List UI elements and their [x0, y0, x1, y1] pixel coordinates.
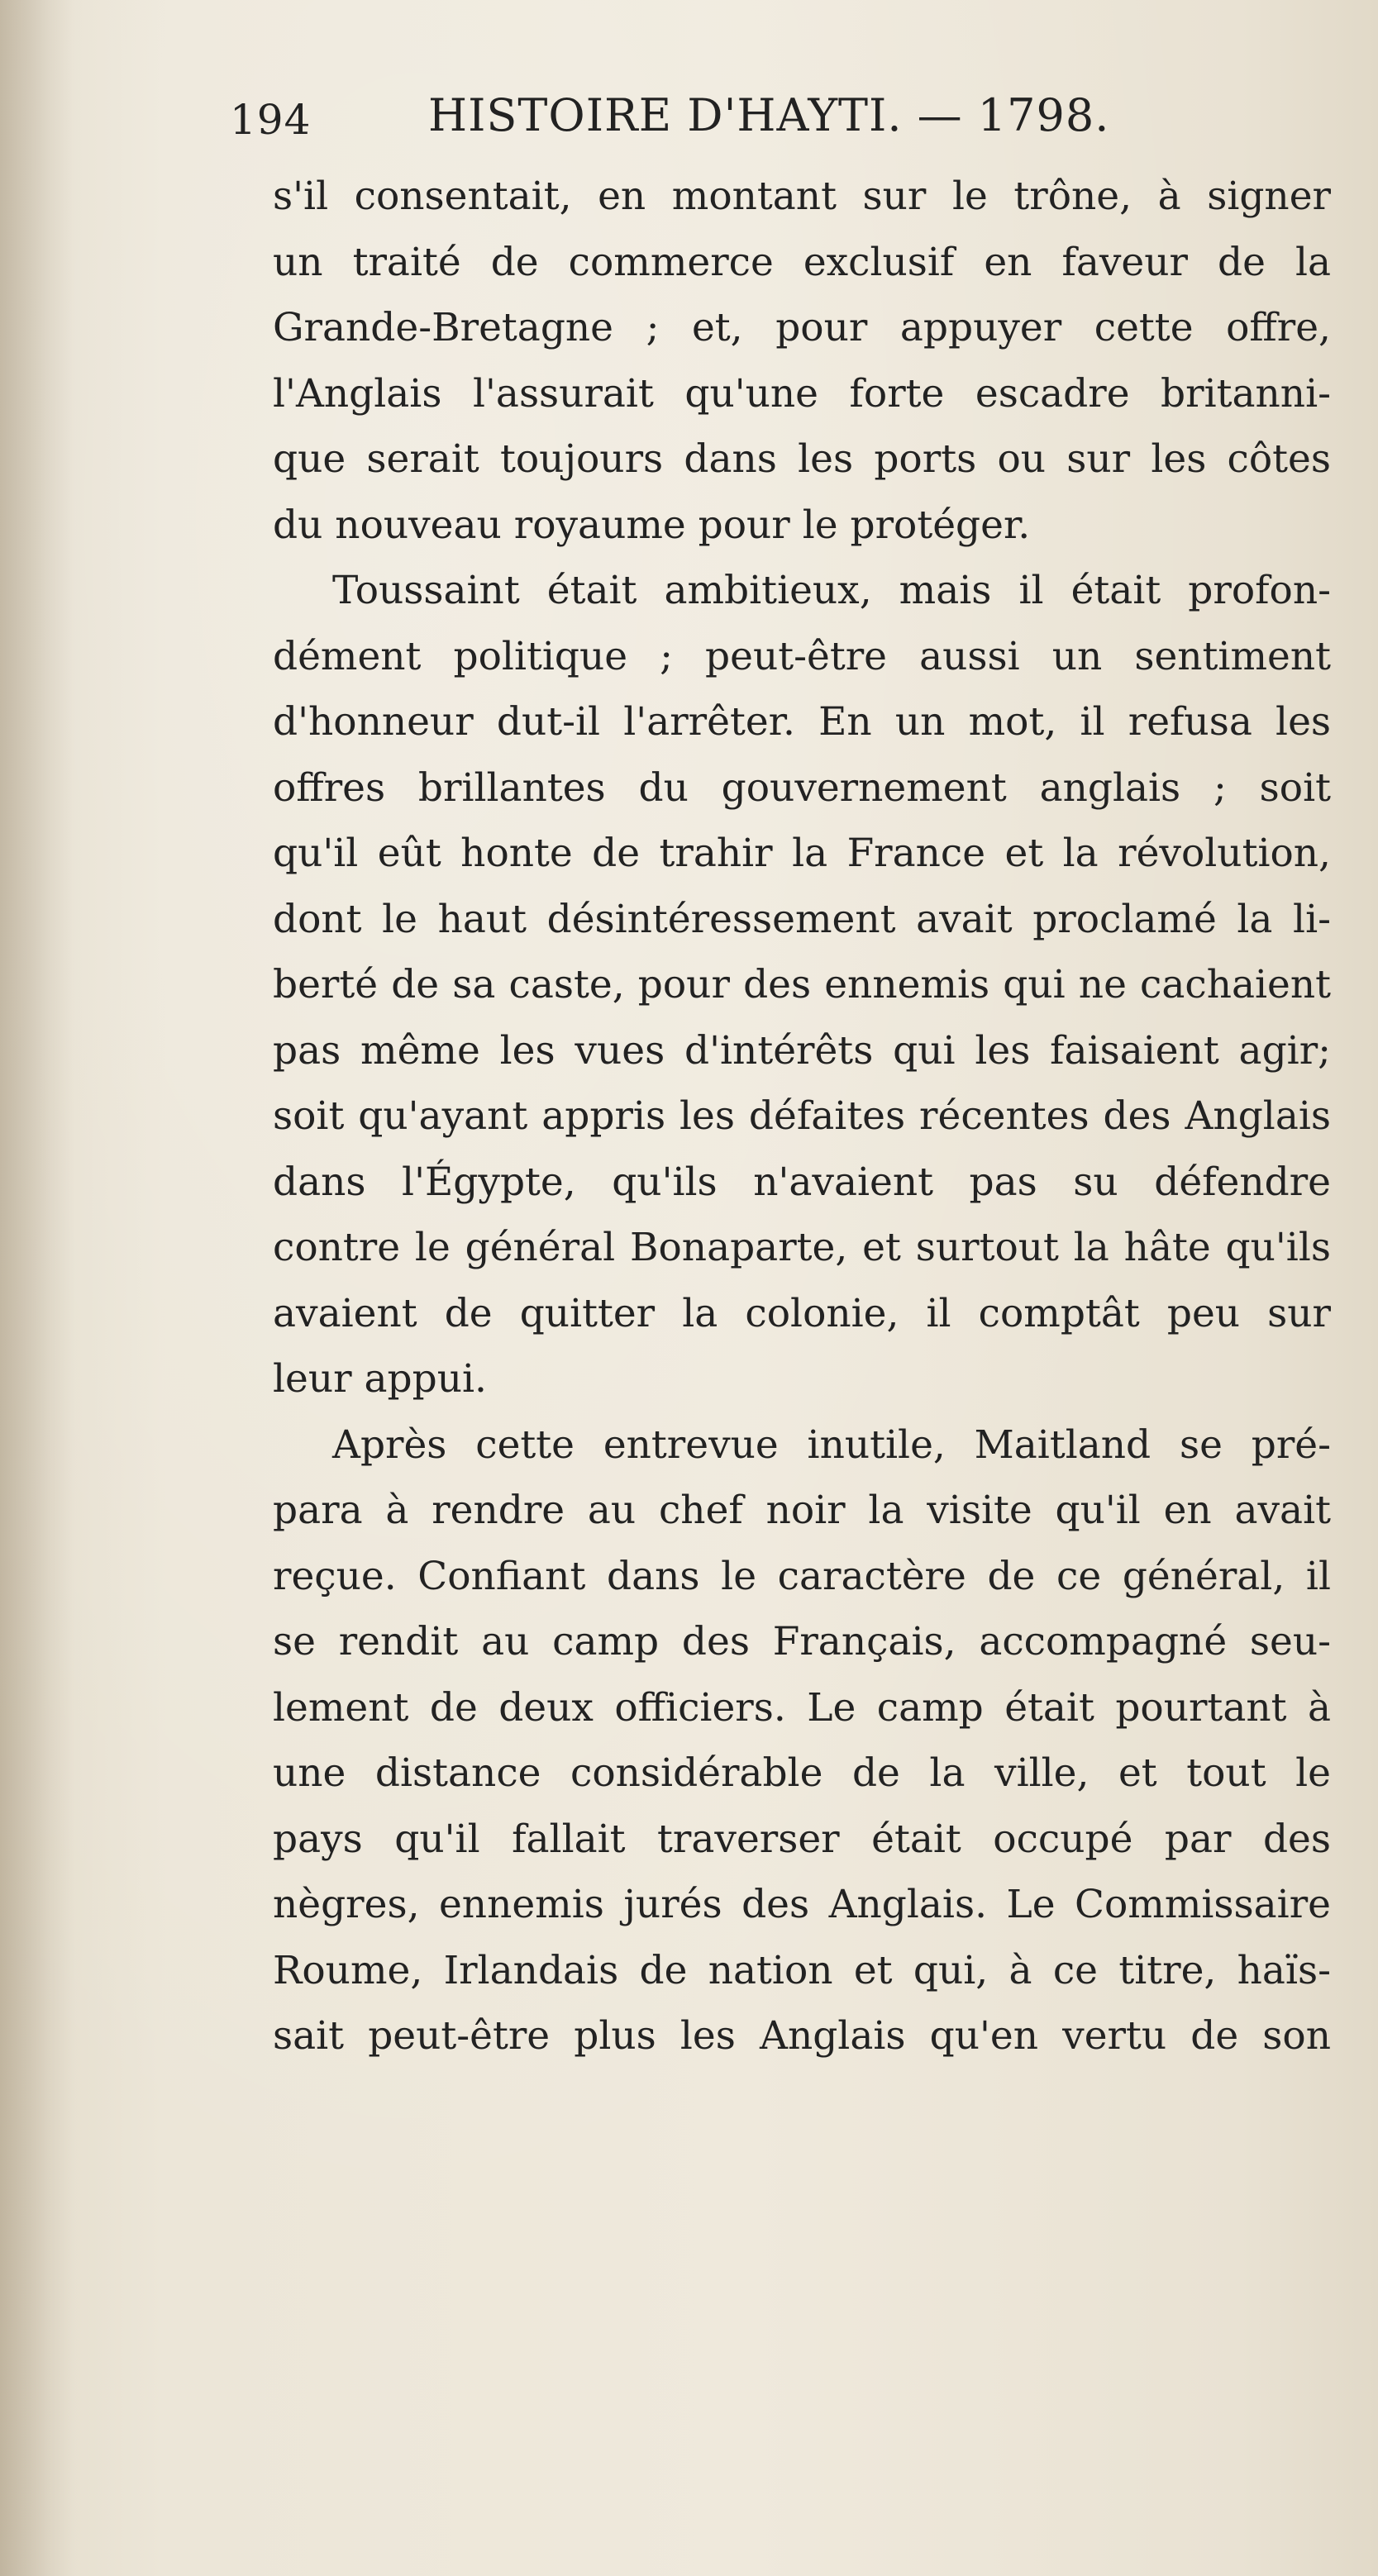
- text-line: Grande-Bretagne ; et, pour appuyer cette offre,: [273, 305, 1331, 350]
- text-line: contre le général Bonaparte, et surtout la hâte qu'ils: [273, 1225, 1331, 1270]
- text-line: avaient de quitter la colonie, il comptât peu sur: [273, 1290, 1331, 1336]
- text-line: que serait toujours dans les ports ou sur les côtes: [273, 436, 1331, 482]
- text-line: une distance considérable de la ville, et tout le: [273, 1750, 1331, 1796]
- body-text: [273, 164, 1331, 2069]
- text-line: lement de deux officiers. Le camp était pourtant à: [273, 1684, 1331, 1731]
- text-line: du nouveau royaume pour le protéger.: [273, 502, 1031, 548]
- text-line: Après cette entrevue inutile, Maitland se pré-: [332, 1421, 1331, 1468]
- text-line: d'honneur dut-il l'arrêter. En un mot, il refusa les: [273, 699, 1331, 745]
- text-line: nègres, ennemis jurés des Anglais. Le Commissaire: [273, 1882, 1331, 1927]
- text-line: berté de sa caste, pour des ennemis qui ne cachaient: [273, 962, 1331, 1007]
- spine-shadow: [0, 0, 74, 2576]
- text-line: l'Anglais l'assurait qu'une forte escadre britanni-: [273, 370, 1331, 417]
- text-line: Toussaint était ambitieux, mais il était profon-: [332, 568, 1331, 613]
- running-head: [230, 89, 1172, 147]
- text-line: sait peut-être plus les Anglais qu'en vertu de son: [273, 2013, 1331, 2059]
- text-line: un traité de commerce exclusif en faveur de la: [273, 239, 1331, 285]
- text-line: dément politique ; peut-être aussi un sentiment: [273, 633, 1331, 679]
- text-line: leur appui.: [273, 1356, 487, 1402]
- text-line: offres brillantes du gouvernement anglais ; soit: [273, 764, 1331, 811]
- text-line: s'il consentait, en montant sur le trône, à signer: [273, 174, 1331, 219]
- text-line: soit qu'ayant appris les défaites récentes des Anglais: [273, 1093, 1331, 1139]
- text-line: dans l'Égypte, qu'ils n'avaient pas su défendre: [273, 1159, 1331, 1205]
- text-line: se rendit au camp des Français, accompagné seu-: [273, 1619, 1331, 1664]
- text-line: reçue. Confiant dans le caractère de ce général, il: [273, 1553, 1331, 1599]
- text-line: pays qu'il fallait traverser était occupé par des: [273, 1816, 1331, 1862]
- page-number: 194: [230, 96, 312, 144]
- running-title: HISTOIRE D'HAYTI. — 1798.: [428, 89, 1110, 141]
- text-line: qu'il eût honte de trahir la France et la révolution,: [273, 831, 1331, 876]
- text-line: pas même les vues d'intérêts qui les faisaient agir;: [273, 1027, 1331, 1074]
- text-line: Roume, Irlandais de nation et qui, à ce titre, haïs-: [273, 1947, 1331, 1993]
- text-line: para à rendre au chef noir la visite qu'il en avait: [273, 1488, 1331, 1533]
- text-line: dont le haut désintéressement avait proclamé la li-: [273, 896, 1331, 942]
